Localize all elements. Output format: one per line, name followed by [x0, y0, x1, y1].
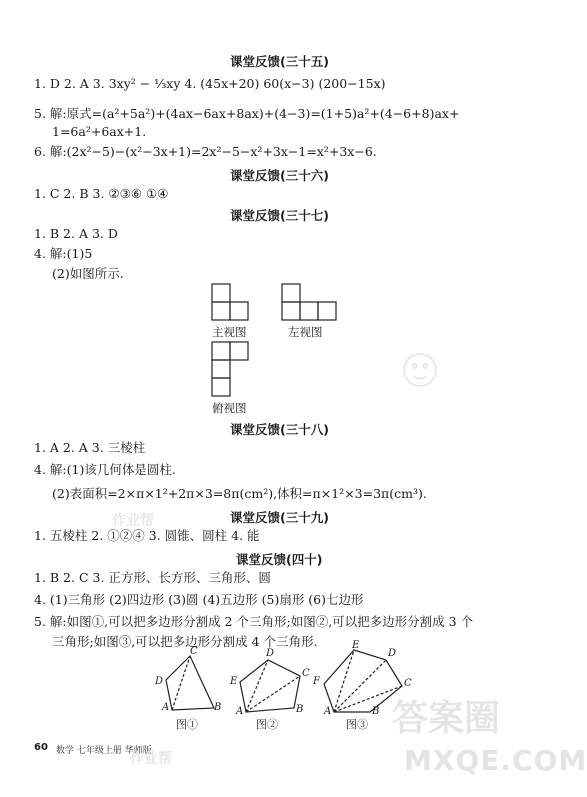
vertex-label-d: D [266, 648, 275, 659]
answer-line: 6. 解:(2x²−5)−(x²−3x+1)=2x²−5−x²+3x−1=x²+3x−6. [34, 144, 377, 159]
vertex-label-a: A [236, 706, 244, 717]
vertex-label-d: D [388, 648, 397, 659]
vertex-label-e: E [230, 676, 238, 687]
answer-line: 5. 解:原式=(a²+5a²)+(4ax−6ax+8ax)+(4−3)=(1+5)a²+(4−6+8)ax+ [34, 106, 460, 121]
answer-line: 1. B 2. A 3. D [34, 226, 118, 241]
vertex-label-e: E [352, 640, 360, 651]
answer-line: 4. 解:(1)该几何体是圆柱. [34, 462, 176, 477]
watermark-stamp: 作业帮 [112, 513, 154, 529]
answer-line: 三角形;如图③,可以把多边形分割成 4 个三角形. [52, 634, 318, 649]
answer-line: (2)如图所示. [52, 266, 124, 281]
answer-line: 1. A 2. A 3. 三棱柱 [34, 440, 146, 455]
caption-left-view: 左视图 [288, 325, 323, 339]
answer-line: 1=6a²+6ax+1. [52, 124, 147, 139]
answer-line: 1. C 2. B 3. ②③⑥ ①④ [34, 186, 169, 201]
vertex-label-d: D [155, 676, 164, 687]
figure-caption-3: 图③ [346, 718, 368, 731]
vertex-label-b: B [296, 704, 304, 715]
vertex-label-c: C [190, 646, 198, 657]
watermark-site: MXQE.COM [404, 744, 587, 777]
answer-line: 4. 解:(1)5 [34, 246, 93, 261]
figure-caption-2: 图② [256, 718, 278, 731]
caption-front-view: 主视图 [212, 325, 247, 339]
vertex-label-a: A [324, 706, 332, 717]
answer-line: (2)表面积=2×π×1²+2π×3=8π(cm²),体积=π×1²×3=3π(cm³). [52, 486, 427, 501]
vertex-label-a: A [162, 702, 170, 713]
answer-line: 5. 解:如图①,可以把多边形分割成 2 个三角形;如图②,可以把多边形分割成 3 个 [34, 614, 474, 629]
answer-line: 1. D 2. A 3. 3xy² − ⅓xy 4. (45x+20) 60(x−3) (200−15x) [34, 76, 386, 91]
vertex-label-b: B [372, 706, 380, 717]
section-heading-37: 课堂反馈(三十七) [230, 208, 329, 223]
watermark-stamp: 作业帮 [130, 751, 172, 767]
answer-line: 1. B 2. C 3. 正方形、长方形、三角形、圆 [34, 570, 271, 585]
section-heading-38: 课堂反馈(三十八) [230, 422, 329, 437]
section-heading-36: 课堂反馈(三十六) [230, 168, 329, 183]
section-heading-39: 课堂反馈(三十九) [230, 510, 329, 525]
section-heading-40: 课堂反馈(四十) [236, 552, 323, 567]
footer-subject: 数学 七年级上册 华师版 [56, 746, 152, 756]
caption-top-view: 俯视图 [212, 401, 247, 415]
answer-line: 4. (1)三角形 (2)四边形 (3)圆 (4)五边形 (5)扇形 (6)七边形 [34, 592, 364, 607]
section-heading-35: 课堂反馈(三十五) [230, 54, 329, 69]
vertex-label-b: B [214, 702, 222, 713]
vertex-label-c: C [404, 678, 412, 689]
answer-line: 1. 五棱柱 2. ①②④ 3. 圆锥、圆柱 4. 能 [34, 528, 260, 543]
vertex-label-f: F [313, 676, 320, 687]
figure-caption-1: 图① [176, 718, 198, 731]
vertex-label-c: C [302, 668, 310, 679]
page-number: 60 [34, 742, 48, 753]
watermark-logo: 答案圈 [392, 698, 501, 739]
